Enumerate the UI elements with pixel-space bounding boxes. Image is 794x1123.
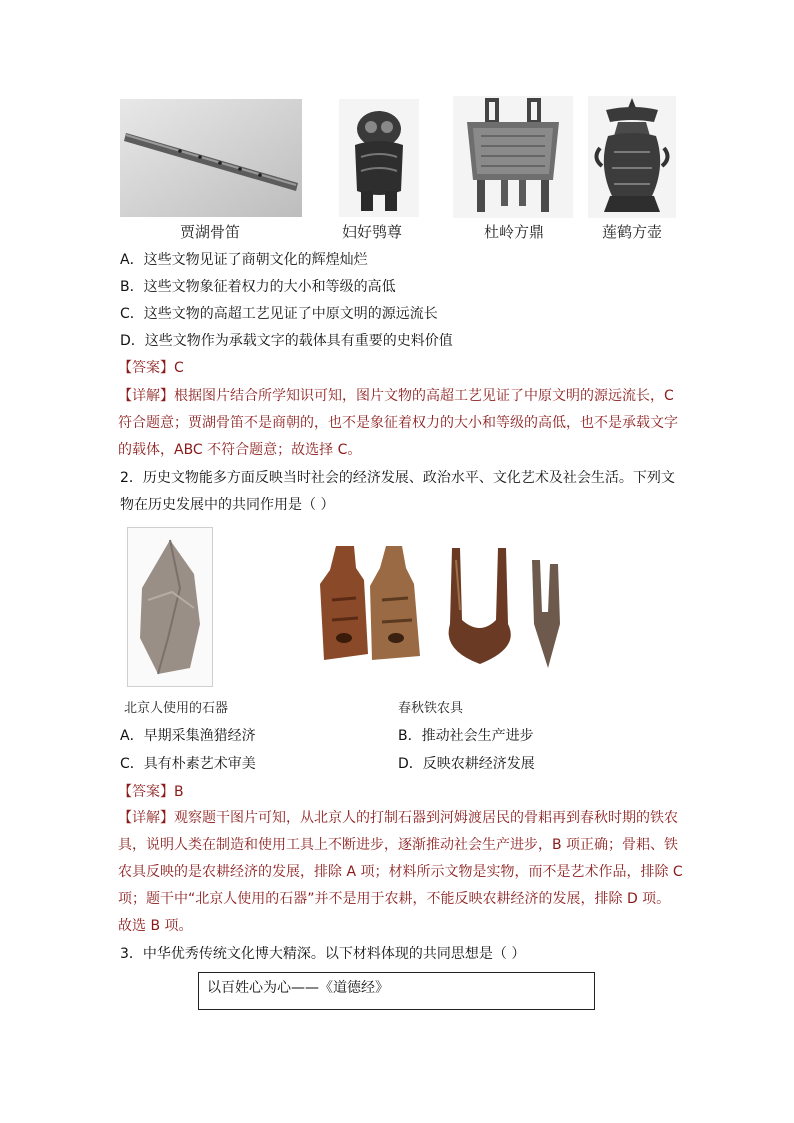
q1-detail-line-3: 的载体，ABC 不符合题意；故选择 C。 bbox=[118, 442, 362, 458]
caption-square-ding: 杜岭方鼎 bbox=[484, 223, 545, 241]
square-ding-image bbox=[453, 96, 573, 218]
q2-answer: 【答案】B bbox=[118, 784, 184, 800]
q1-option-b: B．这些文物象征着权力的大小和等级的高低 bbox=[120, 279, 396, 295]
q2-detail-line-2: 具，说明人类在制造和使用工具上不断进步，逐渐推动社会生产进步，B 项正确；骨耜、铁 bbox=[118, 837, 679, 853]
caption-lotus-crane-hu: 莲鹤方壶 bbox=[602, 223, 663, 241]
q2-stem-line-2: 物在历史发展中的共同作用是（ ） bbox=[120, 497, 335, 513]
q3-quote-box bbox=[198, 972, 595, 1010]
q3-quote-text: 以百姓心为心——《道德经》 bbox=[207, 980, 389, 996]
owl-zun-image bbox=[339, 99, 419, 217]
stone-tool-image bbox=[128, 528, 212, 686]
q1-detail-line-2: 符合题意；贾湖骨笛不是商朝的，也不是象征着权力的大小和等级的高低，也不是承载文字 bbox=[118, 415, 678, 431]
q1-answer: 【答案】C bbox=[118, 360, 184, 376]
q2-option-b: B．推动社会生产进步 bbox=[398, 728, 534, 744]
q1-image-row bbox=[118, 96, 678, 246]
caption-bone-flute: 贾湖骨笛 bbox=[180, 223, 241, 241]
q3-stem: 3．中华优秀传统文化博大精深。以下材料体现的共同思想是（ ） bbox=[120, 946, 526, 962]
caption-stone-tool: 北京人使用的石器 bbox=[124, 701, 229, 716]
q2-detail-line-1: 【详解】观察题干图片可知，从北京人的打制石器到河姆渡居民的骨耜再到春秋时期的铁农 bbox=[118, 810, 678, 826]
q2-detail-line-4: 项；题干中“北京人使用的石器”并不是用于农耕，不能反映农耕经济的发展，排除 D 项。 bbox=[118, 891, 671, 907]
bone-flute-image bbox=[120, 99, 302, 217]
q1-option-d: D．这些文物作为承载文字的载体具有重要的史料价值 bbox=[120, 333, 453, 349]
q2-detail-line-5: 故选 B 项。 bbox=[118, 918, 193, 934]
q2-option-d: D．反映农耕经济发展 bbox=[398, 756, 535, 772]
caption-owl-zun: 妇好鸮尊 bbox=[342, 223, 403, 241]
q2-option-a: A．早期采集渔猎经济 bbox=[120, 728, 256, 744]
lotus-crane-hu-image bbox=[588, 96, 676, 218]
iron-farm-tools-image bbox=[310, 540, 580, 672]
q2-detail-line-3: 农具反映的是农耕经济的发展，排除 A 项；材料所示文物是实物，而不是艺术作品，排除 C bbox=[118, 864, 683, 880]
q2-stem-line-1: 2．历史文物能多方面反映当时社会的经济发展、政治水平、文化艺术及社会生活。下列文 bbox=[120, 470, 675, 486]
q1-option-a: A．这些文物见证了商朝文化的辉煌灿烂 bbox=[120, 252, 368, 268]
q2-option-c: C．具有朴素艺术审美 bbox=[120, 756, 256, 772]
stone-tool-frame bbox=[127, 527, 213, 687]
q1-option-c: C．这些文物的高超工艺见证了中原文明的源远流长 bbox=[120, 306, 438, 322]
q1-detail-line-1: 【详解】根据图片结合所学知识可知，图片文物的高超工艺见证了中原文明的源远流长，C bbox=[118, 388, 674, 404]
caption-iron-tools: 春秋铁农具 bbox=[398, 701, 464, 716]
